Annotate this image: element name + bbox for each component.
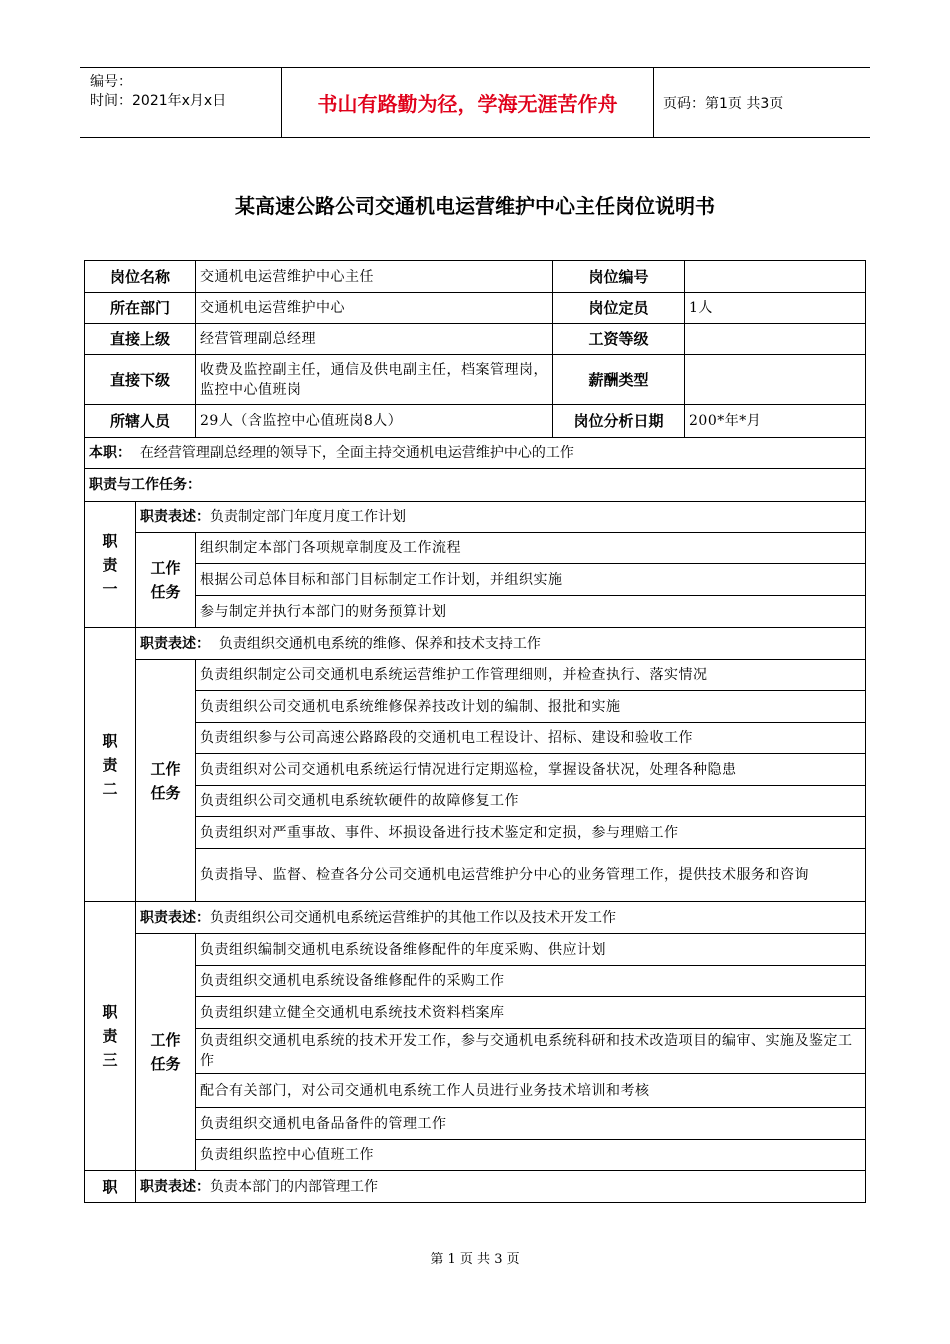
- task-label-text: 工作任务: [150, 1031, 181, 1073]
- info-value: [685, 355, 866, 405]
- duty-label-text: 职责一: [102, 531, 118, 598]
- duty-statement-row: [85, 1171, 866, 1203]
- info-label: 直接上级: [85, 324, 196, 355]
- info-value: 29人（含监控中心值班岗8人）: [196, 405, 553, 438]
- task-item: 负责指导、监督、检查各分公司交通机电运营维护分中心的业务管理工作，提供技术服务和咨询: [196, 849, 866, 902]
- info-row: [85, 355, 866, 405]
- duty-statement-row: [85, 902, 866, 934]
- document-title: 某高速公路公司交通机电运营维护中心主任岗位说明书: [235, 194, 715, 218]
- task-item: 负责组织编制交通机电系统设备维修配件的年度采购、供应计划: [196, 934, 866, 966]
- task-row: [85, 997, 866, 1029]
- task-item: 负责组织参与公司高速公路路段的交通机电工程设计、招标、建设和验收工作: [196, 723, 866, 754]
- task-item: 负责组织建立健全交通机电系统技术资料档案库: [196, 997, 866, 1029]
- duty-statement-label: 职责表述：: [140, 1178, 210, 1195]
- task-row: [85, 966, 866, 997]
- info-value: 200*年*月: [685, 405, 866, 438]
- task-row: [85, 934, 866, 966]
- task-item: 负责组织制定公司交通机电系统运营维护工作管理细则，并检查执行、落实情况: [196, 660, 866, 691]
- duty-statement-row: [85, 502, 866, 533]
- number-label: 编号：: [90, 74, 132, 90]
- task-item: 参与制定并执行本部门的财务预算计划: [196, 596, 866, 628]
- info-label: 薪酬类型: [553, 355, 685, 405]
- header-meta: [80, 68, 282, 137]
- duty-label: [85, 628, 136, 902]
- task-row: [85, 691, 866, 723]
- section-title: 职责与工作任务：: [85, 469, 866, 502]
- info-label: 岗位编号: [553, 261, 685, 293]
- duty-label: [85, 902, 136, 1171]
- job-description-table: [84, 260, 866, 1203]
- task-item: 根据公司总体目标和部门目标制定工作计划，并组织实施: [196, 564, 866, 596]
- info-value: 交通机电运营维护中心主任: [196, 261, 553, 293]
- task-row: [85, 1074, 866, 1108]
- time-text: 时间：2021年x月x日: [90, 93, 227, 109]
- task-item: 配合有关部门，对公司交通机电系统工作人员进行业务技术培训和考核: [196, 1074, 866, 1108]
- section-title-row: [85, 469, 866, 502]
- task-row: [85, 849, 866, 902]
- motto: 书山有路勤为径，学海无涯苦作舟: [282, 68, 654, 137]
- task-label: [136, 660, 196, 902]
- duty-statement-row: [85, 628, 866, 660]
- duty-statement: [136, 1171, 866, 1203]
- task-label: [136, 533, 196, 628]
- info-row: [85, 293, 866, 324]
- duty-label: [85, 502, 136, 628]
- duty-statement: [136, 902, 866, 934]
- duty-statement-text: 负责组织交通机电系统的维修、保养和技术支持工作: [218, 635, 541, 652]
- task-item: 组织制定本部门各项规章制度及工作流程: [196, 533, 866, 564]
- info-value: 交通机电运营维护中心: [196, 293, 553, 324]
- task-item: 负责组织公司交通机电系统维修保养技改计划的编制、报批和实施: [196, 691, 866, 723]
- task-row: [85, 723, 866, 754]
- info-value: [685, 261, 866, 293]
- task-item: 负责组织监控中心值班工作: [196, 1140, 866, 1171]
- info-label: 所在部门: [85, 293, 196, 324]
- task-item: 负责组织对严重事故、事件、坏损设备进行技术鉴定和定损，参与理赔工作: [196, 817, 866, 849]
- page-footer: 第 1 页 共 3 页: [430, 1252, 520, 1267]
- task-label: [136, 934, 196, 1171]
- duty-statement: [136, 628, 866, 660]
- info-label: 工资等级: [553, 324, 685, 355]
- task-item: 负责组织交通机电系统设备维修配件的采购工作: [196, 966, 866, 997]
- info-label: 所辖人员: [85, 405, 196, 438]
- info-value: 收费及监控副主任，通信及供电副主任，档案管理岗，监控中心值班岗: [196, 355, 553, 405]
- task-item: 负责组织对公司交通机电系统运行情况进行定期巡检，掌握设备状况，处理各种隐患: [196, 754, 866, 786]
- duty-label: 职: [85, 1171, 136, 1203]
- task-label-text: 工作任务: [150, 759, 181, 802]
- info-label: 岗位名称: [85, 261, 196, 293]
- duty-statement-text: 负责制定部门年度月度工作计划: [210, 509, 406, 525]
- benzhi-label: 本职：: [89, 445, 131, 461]
- info-value: 1人: [685, 293, 866, 324]
- task-row: [85, 660, 866, 691]
- benzhi-text: 在经营管理副总经理的领导下，全面主持交通机电运营维护中心的工作: [139, 445, 574, 461]
- task-row: [85, 1029, 866, 1074]
- task-row: [85, 564, 866, 596]
- task-row: [85, 817, 866, 849]
- page-header: [80, 67, 870, 138]
- info-row: [85, 261, 866, 293]
- page-indicator: 页码：第1页 共3页: [663, 95, 784, 112]
- duty-label-text: 职责三: [102, 1003, 118, 1069]
- info-value: [685, 324, 866, 355]
- task-item: 负责组织交通机电备品备件的管理工作: [196, 1108, 866, 1140]
- duty-statement: [136, 502, 866, 533]
- task-item: 负责组织公司交通机电系统软硬件的故障修复工作: [196, 786, 866, 817]
- duty-statement-label: 职责表述：: [140, 509, 210, 525]
- benzhi-row: [85, 438, 866, 469]
- benzhi-cell: [85, 438, 866, 469]
- duty-statement-text: 负责组织公司交通机电系统运营维护的其他工作以及技术开发工作: [210, 909, 616, 926]
- task-row: [85, 754, 866, 786]
- duty-statement-label: 职责表述：: [140, 909, 210, 926]
- duty-statement-label: 职责表述：: [140, 635, 210, 652]
- info-value: 经营管理副总经理: [196, 324, 553, 355]
- duty-statement-text: 负责本部门的内部管理工作: [210, 1178, 378, 1195]
- info-label: 岗位分析日期: [553, 405, 685, 438]
- task-row: [85, 533, 866, 564]
- task-item: 负责组织交通机电系统的技术开发工作，参与交通机电系统科研和技术改造项目的编审、实施及鉴定工作: [196, 1029, 866, 1074]
- duty-label-text: 职责二: [102, 731, 118, 798]
- task-row: [85, 1140, 866, 1171]
- info-label: 直接下级: [85, 355, 196, 405]
- task-row: [85, 1108, 866, 1140]
- info-label: 岗位定员: [553, 293, 685, 324]
- task-label-text: 工作任务: [150, 559, 181, 601]
- task-row: [85, 596, 866, 628]
- info-row: [85, 405, 866, 438]
- task-row: [85, 786, 866, 817]
- info-row: [85, 324, 866, 355]
